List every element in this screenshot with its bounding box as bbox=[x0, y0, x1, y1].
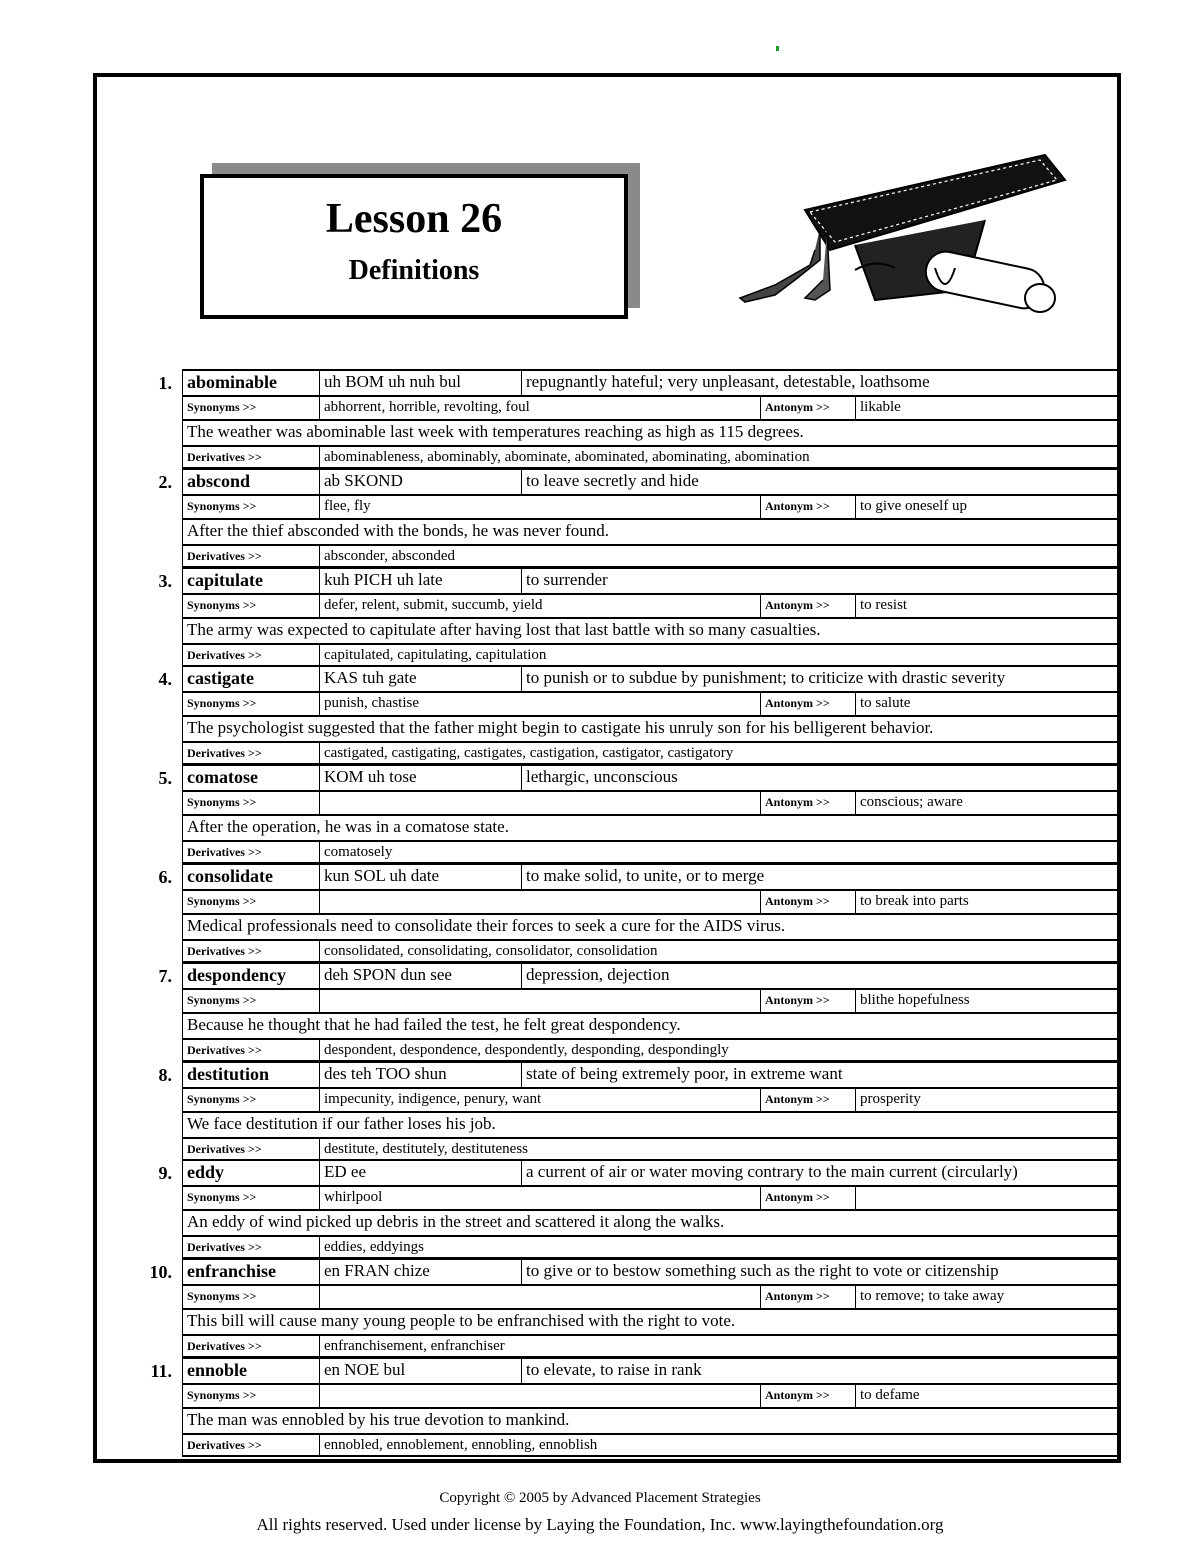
antonym-label: Antonym >> bbox=[760, 1187, 855, 1209]
synonym-row bbox=[182, 1087, 1118, 1111]
entry-word: eddy bbox=[182, 1161, 319, 1185]
vocab-entry bbox=[114, 1357, 1118, 1456]
antonym-label: Antonym >> bbox=[760, 1385, 855, 1407]
entry-number: 2. bbox=[158, 471, 172, 492]
derivative-row bbox=[182, 1433, 1118, 1457]
entry-synonyms: flee, fly bbox=[319, 496, 760, 518]
derivatives-label: Derivatives >> bbox=[182, 447, 319, 467]
synonyms-label: Synonyms >> bbox=[182, 397, 319, 419]
entry-derivatives: comatosely bbox=[319, 842, 1118, 862]
derivative-row bbox=[182, 1334, 1118, 1358]
vocab-entry bbox=[114, 962, 1118, 1061]
page-subtitle: Definitions bbox=[348, 255, 480, 286]
entry-synonyms: impecunity, indigence, penury, want bbox=[319, 1089, 760, 1111]
word-row bbox=[182, 764, 1118, 790]
entry-antonym: to give oneself up bbox=[855, 496, 1118, 518]
entry-pronunciation: en FRAN chize bbox=[319, 1260, 521, 1284]
entry-word: abominable bbox=[182, 371, 319, 395]
entry-definition: to elevate, to raise in rank bbox=[521, 1359, 1118, 1383]
derivative-row bbox=[182, 643, 1118, 667]
entry-synonyms bbox=[319, 792, 760, 814]
entry-antonym: to resist bbox=[855, 595, 1118, 617]
entry-derivatives: despondent, despondence, despondently, desponding, despondingly bbox=[319, 1040, 1118, 1060]
synonym-row bbox=[182, 1383, 1118, 1407]
entry-derivatives: absconder, absconded bbox=[319, 546, 1118, 566]
word-row bbox=[182, 1258, 1118, 1284]
antonym-label: Antonym >> bbox=[760, 990, 855, 1012]
antonym-label: Antonym >> bbox=[760, 496, 855, 518]
synonyms-label: Synonyms >> bbox=[182, 595, 319, 617]
derivative-row bbox=[182, 939, 1118, 963]
entry-derivatives: abominableness, abominably, abominate, abominated, abominating, abomination bbox=[319, 447, 1118, 467]
entry-antonym: to defame bbox=[855, 1385, 1118, 1407]
entry-definition: state of being extremely poor, in extreme want bbox=[521, 1063, 1118, 1087]
entry-word: consolidate bbox=[182, 865, 319, 889]
synonym-row bbox=[182, 988, 1118, 1012]
entry-derivatives: destitute, destitutely, destituteness bbox=[319, 1139, 1118, 1159]
sentence-row bbox=[182, 913, 1118, 939]
sentence-row bbox=[182, 1308, 1118, 1334]
entry-sentence: The weather was abominable last week with temperatures reaching as high as 115 degrees. bbox=[182, 421, 1118, 445]
vocab-entry bbox=[114, 1061, 1118, 1160]
entry-word: destitution bbox=[182, 1063, 319, 1087]
synonym-row bbox=[182, 790, 1118, 814]
entry-synonyms: punish, chastise bbox=[319, 693, 760, 715]
antonym-label: Antonym >> bbox=[760, 792, 855, 814]
entry-definition: to give or to bestow something such as the right to vote or citizenship bbox=[521, 1260, 1118, 1284]
title-box bbox=[200, 174, 628, 319]
word-row bbox=[182, 567, 1118, 593]
word-row bbox=[182, 369, 1118, 395]
entry-definition: to punish or to subdue by punishment; to criticize with drastic severity bbox=[521, 667, 1118, 691]
vocab-entry bbox=[114, 468, 1118, 567]
synonym-row bbox=[182, 395, 1118, 419]
entry-antonym bbox=[855, 1187, 1118, 1209]
entry-sentence: After the thief absconded with the bonds, he was never found. bbox=[182, 520, 1118, 544]
entry-number: 11. bbox=[150, 1361, 172, 1381]
entry-definition: repugnantly hateful; very unpleasant, detestable, loathsome bbox=[521, 371, 1118, 395]
entry-sentence: An eddy of wind picked up debris in the street and scattered it along the walks. bbox=[182, 1211, 1118, 1235]
entry-definition: a current of air or water moving contrary to the main current (circularly) bbox=[521, 1161, 1118, 1185]
entry-synonyms bbox=[319, 1385, 760, 1407]
derivatives-label: Derivatives >> bbox=[182, 645, 319, 665]
antonym-label: Antonym >> bbox=[760, 397, 855, 419]
entry-definition: depression, dejection bbox=[521, 964, 1118, 988]
entry-number: 4. bbox=[158, 669, 172, 690]
derivative-row bbox=[182, 1038, 1118, 1062]
synonyms-label: Synonyms >> bbox=[182, 693, 319, 715]
entry-derivatives: eddies, eddyings bbox=[319, 1237, 1118, 1257]
entry-synonyms bbox=[319, 1286, 760, 1308]
entry-word: enfranchise bbox=[182, 1260, 319, 1284]
sentence-row bbox=[182, 419, 1118, 445]
entry-pronunciation: ED ee bbox=[319, 1161, 521, 1185]
entry-definition: to leave secretly and hide bbox=[521, 470, 1118, 494]
page-title: Lesson 26 bbox=[325, 196, 503, 242]
entry-derivatives: ennobled, ennoblement, ennobling, ennoblish bbox=[319, 1435, 1118, 1455]
entry-word: abscond bbox=[182, 470, 319, 494]
sentence-row bbox=[182, 1111, 1118, 1137]
synonym-row bbox=[182, 1185, 1118, 1209]
entry-derivatives: castigated, castigating, castigates, castigation, castigator, castigatory bbox=[319, 743, 1118, 763]
entry-sentence: The army was expected to capitulate after having lost that last battle with so many casualties. bbox=[182, 619, 1118, 643]
word-row bbox=[182, 863, 1118, 889]
entry-number: 9. bbox=[158, 1163, 172, 1184]
entry-sentence: The man was ennobled by his true devotion to mankind. bbox=[182, 1409, 1118, 1433]
entry-sentence: After the operation, he was in a comatose state. bbox=[182, 816, 1118, 840]
antonym-label: Antonym >> bbox=[760, 1286, 855, 1308]
entry-number: 7. bbox=[158, 965, 172, 986]
entry-antonym: to remove; to take away bbox=[855, 1286, 1118, 1308]
derivative-row bbox=[182, 1235, 1118, 1259]
entry-derivatives: capitulated, capitulating, capitulation bbox=[319, 645, 1118, 665]
derivative-row bbox=[182, 544, 1118, 568]
entry-antonym: to break into parts bbox=[855, 891, 1118, 913]
green-dot-mark bbox=[776, 46, 779, 51]
vocab-entry bbox=[114, 1258, 1118, 1357]
synonym-row bbox=[182, 494, 1118, 518]
entry-pronunciation: deh SPON dun see bbox=[319, 964, 521, 988]
antonym-label: Antonym >> bbox=[760, 891, 855, 913]
derivatives-label: Derivatives >> bbox=[182, 842, 319, 862]
entry-pronunciation: KAS tuh gate bbox=[319, 667, 521, 691]
entry-sentence: The psychologist suggested that the father might begin to castigate his unruly son for his belligerent behavior. bbox=[182, 717, 1118, 741]
entry-derivatives: enfranchisement, enfranchiser bbox=[319, 1336, 1118, 1356]
synonyms-label: Synonyms >> bbox=[182, 496, 319, 518]
entry-synonyms bbox=[319, 891, 760, 913]
entry-pronunciation: en NOE bul bbox=[319, 1359, 521, 1383]
entry-definition: to surrender bbox=[521, 569, 1118, 593]
entry-synonyms: whirlpool bbox=[319, 1187, 760, 1209]
entry-word: ennoble bbox=[182, 1359, 319, 1383]
entry-pronunciation: ab SKOND bbox=[319, 470, 521, 494]
derivatives-label: Derivatives >> bbox=[182, 743, 319, 763]
derivatives-label: Derivatives >> bbox=[182, 1040, 319, 1060]
entry-sentence: Because he thought that he had failed the test, he felt great despondency. bbox=[182, 1014, 1118, 1038]
vocab-entry bbox=[114, 567, 1118, 666]
synonyms-label: Synonyms >> bbox=[182, 891, 319, 913]
entry-sentence: Medical professionals need to consolidate their forces to seek a cure for the AIDS virus. bbox=[182, 915, 1118, 939]
entry-antonym: conscious; aware bbox=[855, 792, 1118, 814]
entry-pronunciation: des teh TOO shun bbox=[319, 1063, 521, 1087]
derivative-row bbox=[182, 840, 1118, 864]
sentence-row bbox=[182, 1407, 1118, 1433]
entry-synonyms: defer, relent, submit, succumb, yield bbox=[319, 595, 760, 617]
derivatives-label: Derivatives >> bbox=[182, 1435, 319, 1455]
entry-word: capitulate bbox=[182, 569, 319, 593]
derivatives-label: Derivatives >> bbox=[182, 1336, 319, 1356]
synonym-row bbox=[182, 691, 1118, 715]
sentence-row bbox=[182, 518, 1118, 544]
derivatives-label: Derivatives >> bbox=[182, 1237, 319, 1257]
synonyms-label: Synonyms >> bbox=[182, 1286, 319, 1308]
word-row bbox=[182, 962, 1118, 988]
vocab-entry bbox=[114, 863, 1118, 962]
entry-number: 5. bbox=[158, 768, 172, 789]
antonym-label: Antonym >> bbox=[760, 595, 855, 617]
entry-definition: to make solid, to unite, or to merge bbox=[521, 865, 1118, 889]
antonym-label: Antonym >> bbox=[760, 693, 855, 715]
derivatives-label: Derivatives >> bbox=[182, 1139, 319, 1159]
word-row bbox=[182, 468, 1118, 494]
entry-word: comatose bbox=[182, 766, 319, 790]
sentence-row bbox=[182, 715, 1118, 741]
entry-definition: lethargic, unconscious bbox=[521, 766, 1118, 790]
word-row bbox=[182, 1357, 1118, 1383]
derivative-row bbox=[182, 741, 1118, 765]
antonym-label: Antonym >> bbox=[760, 1089, 855, 1111]
synonym-row bbox=[182, 593, 1118, 617]
derivatives-label: Derivatives >> bbox=[182, 941, 319, 961]
synonyms-label: Synonyms >> bbox=[182, 792, 319, 814]
sentence-row bbox=[182, 1012, 1118, 1038]
synonym-row bbox=[182, 889, 1118, 913]
sentence-row bbox=[182, 1209, 1118, 1235]
entry-number: 3. bbox=[158, 570, 172, 591]
derivatives-label: Derivatives >> bbox=[182, 546, 319, 566]
synonyms-label: Synonyms >> bbox=[182, 1089, 319, 1111]
entry-synonyms bbox=[319, 990, 760, 1012]
entry-synonyms: abhorrent, horrible, revolting, foul bbox=[319, 397, 760, 419]
word-row bbox=[182, 1159, 1118, 1185]
word-row bbox=[182, 665, 1118, 691]
entry-number: 1. bbox=[158, 373, 172, 393]
entry-number: 10. bbox=[149, 1262, 172, 1283]
derivative-row bbox=[182, 1137, 1118, 1161]
entry-word: despondency bbox=[182, 964, 319, 988]
entry-word: castigate bbox=[182, 667, 319, 691]
entry-antonym: blithe hopefulness bbox=[855, 990, 1118, 1012]
entry-pronunciation: KOM uh tose bbox=[319, 766, 521, 790]
entry-number: 6. bbox=[158, 867, 172, 887]
entry-antonym: prosperity bbox=[855, 1089, 1118, 1111]
vocab-entry bbox=[114, 764, 1118, 863]
sentence-row bbox=[182, 814, 1118, 840]
entry-sentence: We face destitution if our father loses his job. bbox=[182, 1113, 1118, 1137]
entry-sentence: This bill will cause many young people to be enfranchised with the right to vote. bbox=[182, 1310, 1118, 1334]
sentence-row bbox=[182, 617, 1118, 643]
vocab-entry bbox=[114, 665, 1118, 764]
vocab-entry bbox=[114, 369, 1118, 468]
synonyms-label: Synonyms >> bbox=[182, 990, 319, 1012]
entry-antonym: likable bbox=[855, 397, 1118, 419]
word-row bbox=[182, 1061, 1118, 1087]
entry-number: 8. bbox=[158, 1064, 172, 1085]
synonym-row bbox=[182, 1284, 1118, 1308]
license-line: All rights reserved. Used under license by Laying the Foundation, Inc. www.layingthefoundation.org bbox=[256, 1515, 944, 1534]
synonyms-label: Synonyms >> bbox=[182, 1385, 319, 1407]
entry-derivatives: consolidated, consolidating, consolidator, consolidation bbox=[319, 941, 1118, 961]
vocab-entry bbox=[114, 1159, 1118, 1258]
entry-antonym: to salute bbox=[855, 693, 1118, 715]
entry-pronunciation: kuh PICH uh late bbox=[319, 569, 521, 593]
derivative-row bbox=[182, 445, 1118, 469]
graduation-cap-and-diploma-icon bbox=[735, 150, 1070, 320]
entry-pronunciation: kun SOL uh date bbox=[319, 865, 521, 889]
synonyms-label: Synonyms >> bbox=[182, 1187, 319, 1209]
copyright-line: Copyright © 2005 by Advanced Placement Strategies bbox=[439, 1490, 761, 1506]
entry-pronunciation: uh BOM uh nuh bul bbox=[319, 371, 521, 395]
